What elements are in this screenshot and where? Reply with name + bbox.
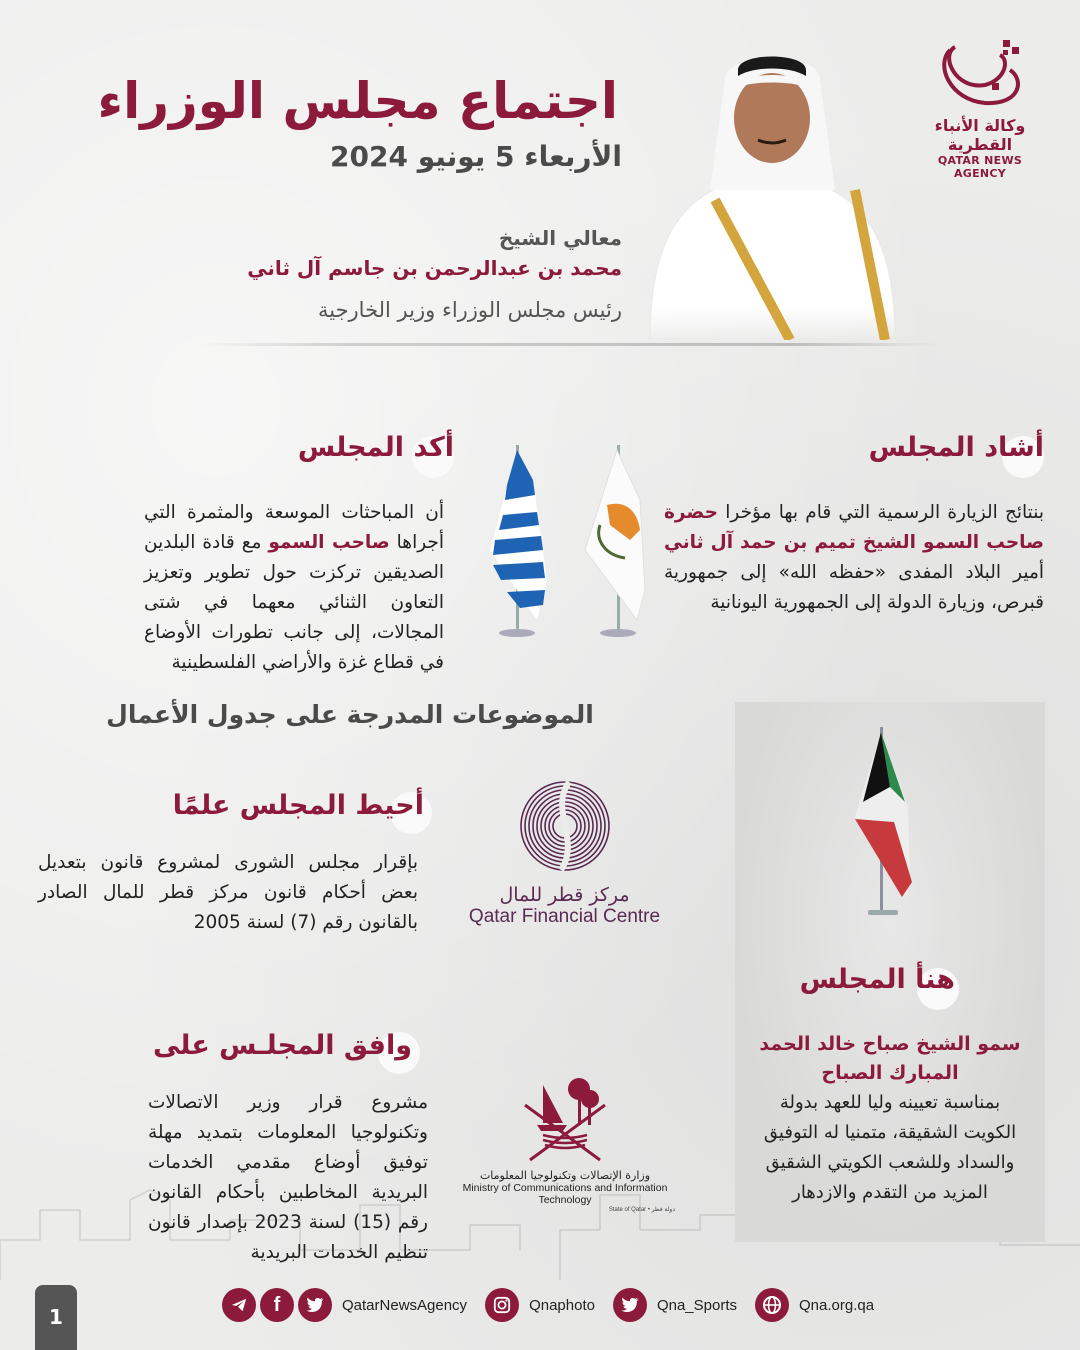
affirmed-heading-wrap <box>298 432 454 463</box>
greece-cyprus-flags <box>465 440 660 640</box>
minister-portrait <box>640 40 905 340</box>
kuwait-flag <box>850 722 930 922</box>
qfc-english: Qatar Financial Centre <box>468 906 661 927</box>
qna-logo <box>910 35 1050 180</box>
telegram-icon[interactable] <box>222 1288 256 1322</box>
twitter-icon[interactable] <box>613 1288 647 1322</box>
social-handle[interactable]: Qnaphoto <box>529 1296 595 1314</box>
social-handle[interactable]: QatarNewsAgency <box>342 1296 468 1314</box>
congratulation-panel <box>735 702 1045 1242</box>
globe-icon[interactable] <box>755 1288 789 1322</box>
approved-heading-wrap <box>153 1030 412 1061</box>
logo-english-text: QATAR NEWS AGENCY <box>937 154 1023 180</box>
praised-heading: أشاد المجلس <box>868 432 1044 463</box>
logo-arabic-text: وكالة الأنباء القطرية <box>934 116 1026 154</box>
cyprus-flag <box>585 445 645 637</box>
praised-text-1: بنتائج الزيارة الرسمية التي قام بها مؤخرا <box>725 502 1044 523</box>
affirmed-heading: أكد المجلس <box>297 432 454 463</box>
congratulated-text: بمناسبة تعيينه وليا للعهد بدولة الكويت الشقيقة، متمنيا له التوفيق والسداد وللشعب الكويتي الشقيق المزيد من التقدم والازدهار <box>763 1092 1017 1203</box>
minister-name: محمد بن عبدالرحمن بن جاسم آل ثاني <box>247 256 622 280</box>
affirmed-highlight: صاحب السمو <box>268 532 390 553</box>
social-handle[interactable]: Qna_Sports <box>656 1296 737 1314</box>
mcit-logo <box>435 1075 695 1213</box>
approved-heading: وافق المجلـس على <box>152 1030 412 1061</box>
mcit-state: State of Qatar • دولة قطر <box>608 1207 675 1213</box>
page-number: 1 <box>35 1285 77 1350</box>
qna-emblem-icon <box>930 35 1030 110</box>
mcit-english: Ministry of Communications and Information Technology <box>462 1182 668 1206</box>
praised-highlight: حضرة صاحب السمو الشيخ تميم بن حمد آل ثاني <box>664 502 1044 553</box>
qfc-arabic: مركز قطر للمال <box>499 884 630 906</box>
praised-text-2: أمير البلاد المفدى «حفظه الله» إلى جمهورية قبرص، وزيارة الدولة إلى الجمهورية اليونانية <box>664 562 1044 613</box>
page-title: اجتماع مجلس الوزراء <box>97 72 618 130</box>
congratulated-highlight: سمو الشيخ صباح خالد الحمد المبارك الصباح <box>759 1033 1021 1084</box>
affirmed-text-2: مع قادة البلدين الصديقين تركزت حول تطوير وتعزيز التعاون الثنائي معهما في شتى المجالات، إلى جانب تطورات الأوضاع في قطاع غزة والأراضي الفلسطينية <box>144 532 444 673</box>
informed-heading-wrap <box>173 790 424 821</box>
informed-heading: أحيط المجلس علمًا <box>172 790 424 821</box>
agenda-title: الموضوعات المدرجة على جدول الأعمال <box>106 700 594 729</box>
affirmed-text <box>144 498 444 678</box>
twitter-icon[interactable] <box>298 1288 332 1322</box>
informed-text: بإقرار مجلس الشورى لمشروع قانون بتعديل بعض أحكام قانون مركز قطر للمال الصادر بالقانون رقم (7) لسنة 2005 <box>38 852 418 933</box>
praised-heading-wrap <box>869 432 1044 463</box>
qfc-logo <box>462 780 667 928</box>
instagram-icon[interactable] <box>485 1288 519 1322</box>
affirmed-text-1: أن المباحثات الموسعة والمثمرة التي أجراها <box>144 502 444 553</box>
qfc-emblem-icon <box>519 780 611 872</box>
minister-position: رئيس مجلس الوزراء وزير الخارجية <box>317 298 622 322</box>
qatar-emblem-icon <box>515 1075 615 1165</box>
social-links <box>222 1287 888 1323</box>
praised-text <box>664 498 1044 618</box>
greece-flag <box>490 445 547 637</box>
meeting-date: الأربعاء 5 يونيو 2024 <box>330 140 622 173</box>
social-handle[interactable]: Qna.org.qa <box>799 1296 875 1314</box>
approved-text: مشروع قرار وزير الاتصالات وتكنولوجيا المعلومات بتمديد مهلة توفيق أوضاع مقدمي الخدمات البريدية المخاطبين بأحكام القانون رقم (15) لسنة 2023 بإصدار قانون تنظيم الخدمات البريدية <box>148 1092 428 1263</box>
facebook-icon[interactable]: f <box>260 1288 294 1322</box>
mcit-arabic: وزارة الإتصالات وتكنولوجيا المعلومات <box>479 1169 651 1182</box>
congratulated-heading: هنأ المجلس <box>799 964 955 995</box>
congratulated-heading-wrap <box>800 964 955 995</box>
honorific: معالي الشيخ <box>498 226 622 250</box>
header-divider <box>200 343 940 346</box>
